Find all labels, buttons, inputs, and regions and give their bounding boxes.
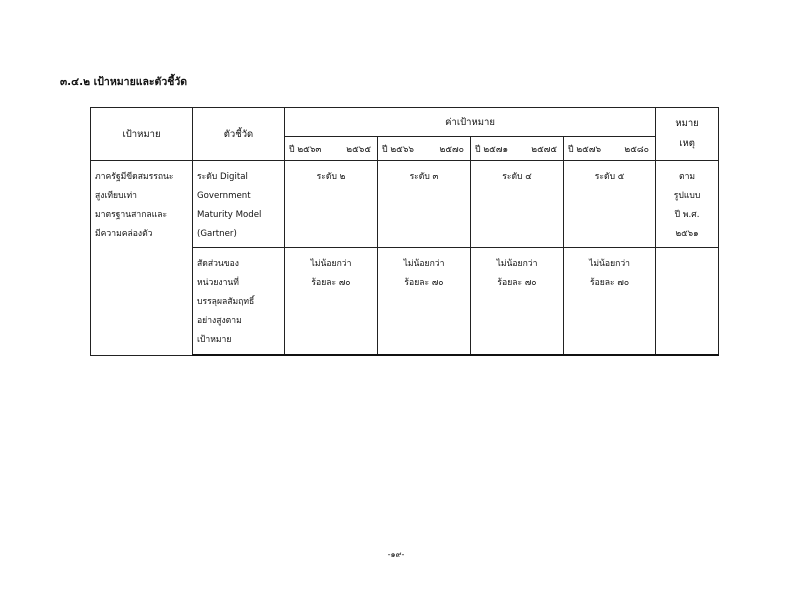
target-value: ไม่น้อยกว่า: [496, 259, 538, 269]
header-note: [656, 108, 719, 161]
target-value: ระดับ ๒: [316, 172, 346, 182]
indicator-line: อย่างสูงตาม: [197, 316, 242, 326]
target-cell: [285, 161, 378, 248]
year-header-3: [471, 137, 564, 161]
year-end: ๒๕๗๕: [531, 144, 557, 155]
note-line: ๒๕๖๑: [675, 229, 699, 239]
target-cell: [285, 248, 378, 356]
indicator-line: Maturity Model: [197, 210, 262, 220]
indicator-line: สัดส่วนของ: [197, 259, 240, 269]
header-indicator: ตัวชี้วัด: [193, 108, 285, 161]
indicator-line: ระดับ Digital: [197, 172, 248, 182]
target-value: ระดับ ๕: [594, 172, 625, 182]
target-value: ร้อยละ ๗๐: [589, 278, 630, 288]
target-value: ร้อยละ ๗๐: [404, 278, 444, 288]
year-header-4: [564, 137, 656, 161]
target-value: ไม่น้อยกว่า: [589, 259, 630, 269]
target-value: ร้อยละ ๗๐: [497, 278, 537, 288]
goal-line: ภาครัฐมีขีดสมรรถนะ: [95, 172, 174, 182]
year-end: ๒๕๖๕: [346, 144, 371, 155]
indicator-line: เป้าหมาย: [197, 335, 232, 345]
note-cell: [656, 248, 719, 356]
target-value: ร้อยละ ๗๐: [311, 278, 351, 288]
page-number: -๑๙-: [387, 550, 405, 559]
goal-line: สูงเทียบเท่า: [95, 191, 137, 201]
year-header-2: [378, 137, 471, 161]
note-line: ตาม: [679, 172, 696, 182]
table-row: [91, 161, 719, 248]
note-line: ปี พ.ศ.: [674, 210, 700, 220]
header-note-line2: เหตุ: [679, 138, 695, 149]
note-line: รูปแบบ: [673, 191, 701, 201]
note-cell: [656, 161, 719, 248]
indicator-line: (Gartner): [197, 229, 237, 239]
year-start: ปี ๒๕๗๖: [568, 144, 602, 155]
indicator-cell: [193, 248, 285, 356]
year-start: ปี ๒๕๖๖: [382, 144, 415, 155]
indicator-line: หน่วยงานที่: [197, 278, 239, 288]
year-end: ๒๕๗๐: [439, 144, 464, 155]
indicator-cell: [193, 161, 285, 248]
target-value: ระดับ ๓: [409, 172, 439, 182]
target-value: ไม่น้อยกว่า: [403, 259, 445, 269]
goal-line: มีความคล่องตัว: [95, 229, 153, 239]
year-end: ๒๕๘๐: [624, 144, 650, 155]
indicator-line: Government: [197, 191, 251, 201]
header-note-line1: หมาย: [675, 118, 699, 129]
header-target-values: ค่าเป้าหมาย: [285, 108, 656, 137]
goals-indicators-table: [90, 107, 719, 356]
header-goal: เป้าหมาย: [91, 108, 193, 161]
target-cell: [564, 161, 656, 248]
target-cell: [378, 161, 471, 248]
target-cell: [378, 248, 471, 356]
year-start: ปี ๒๕๖๓: [289, 144, 322, 155]
year-header-1: [285, 137, 378, 161]
indicator-line: บรรลุผลสัมฤทธิ์: [197, 297, 255, 307]
goal-cell: [91, 161, 193, 356]
target-value: ระดับ ๔: [502, 172, 532, 182]
target-cell: [564, 248, 656, 356]
goal-line: มาตรฐานสากลและ: [95, 210, 168, 220]
target-value: ไม่น้อยกว่า: [310, 259, 352, 269]
target-cell: [471, 248, 564, 356]
year-start: ปี ๒๕๗๑: [475, 144, 509, 155]
target-cell: [471, 161, 564, 248]
table-header-row: [91, 108, 719, 137]
section-heading: ๓.๔.๒ เป้าหมายและตัวชี้วัด: [60, 76, 188, 88]
